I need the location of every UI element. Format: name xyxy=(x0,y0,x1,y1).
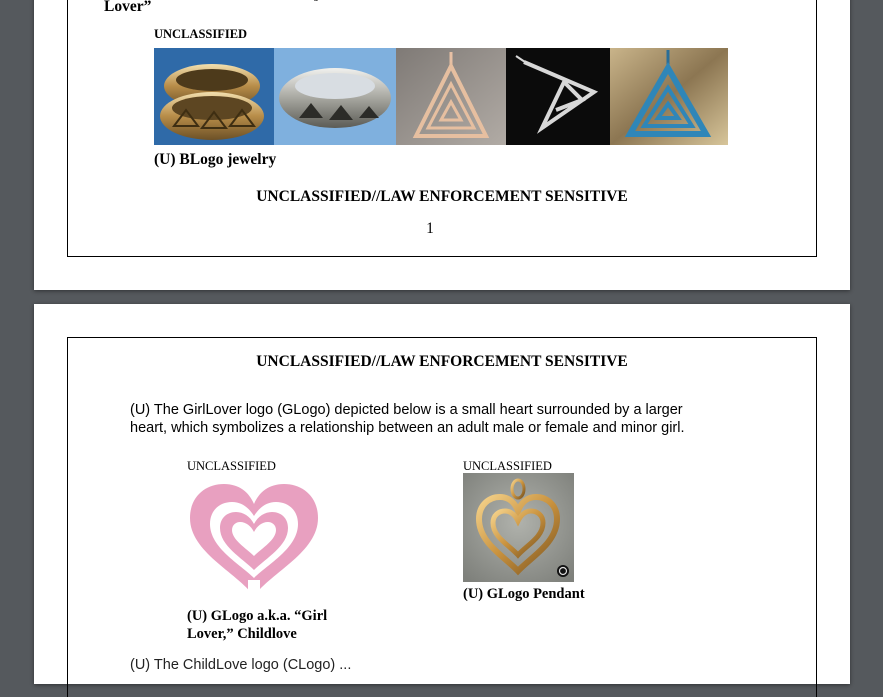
partial-caption-left: Lover” xyxy=(104,0,152,15)
left-caption-line-1: (U) GLogo a.k.a. “Girl xyxy=(187,608,328,624)
paragraph-line-1: (U) The GirlLover logo (GLogo) depicted below is a small heart surrounded by a larger xyxy=(130,402,683,418)
image-caption: (U) BLogo jewelry xyxy=(154,151,277,168)
right-figure-caption: (U) GLogo Pendant xyxy=(463,586,585,602)
footer-classification-marking: UNCLASSIFIED//LAW ENFORCEMENT SENSITIVE xyxy=(256,188,628,205)
left-figure-caption xyxy=(187,607,327,643)
page-number: 1 xyxy=(426,220,434,237)
page-border xyxy=(67,337,817,697)
pink-heart-logo-icon xyxy=(184,480,324,600)
next-paragraph-partial: (U) The ChildLove logo (CLogo) ... xyxy=(130,657,352,673)
paragraph-line-2: heart, which symbolizes a relationship between an adult male or female and minor girl. xyxy=(130,420,685,436)
glogo-heart-image xyxy=(184,480,324,600)
right-figure-label: UNCLASSIFIED xyxy=(463,459,552,473)
partial-caption-right xyxy=(296,0,373,1)
left-figure-label: UNCLASSIFIED xyxy=(187,459,276,473)
glogo-description-paragraph xyxy=(130,401,770,437)
blogo-jewelry-strip xyxy=(154,48,728,145)
image-label: UNCLASSIFIED xyxy=(154,27,248,41)
document-page-2 xyxy=(34,304,850,684)
gold-heart-pendant-icon xyxy=(463,473,574,582)
glogo-pendant-image xyxy=(463,473,574,582)
blogo-jewelry-photos xyxy=(154,48,728,145)
header-classification-marking: UNCLASSIFIED//LAW ENFORCEMENT SENSITIVE xyxy=(256,353,628,370)
left-caption-line-2: Lover,” Childlove xyxy=(187,626,297,642)
document-page-1 xyxy=(34,0,850,290)
